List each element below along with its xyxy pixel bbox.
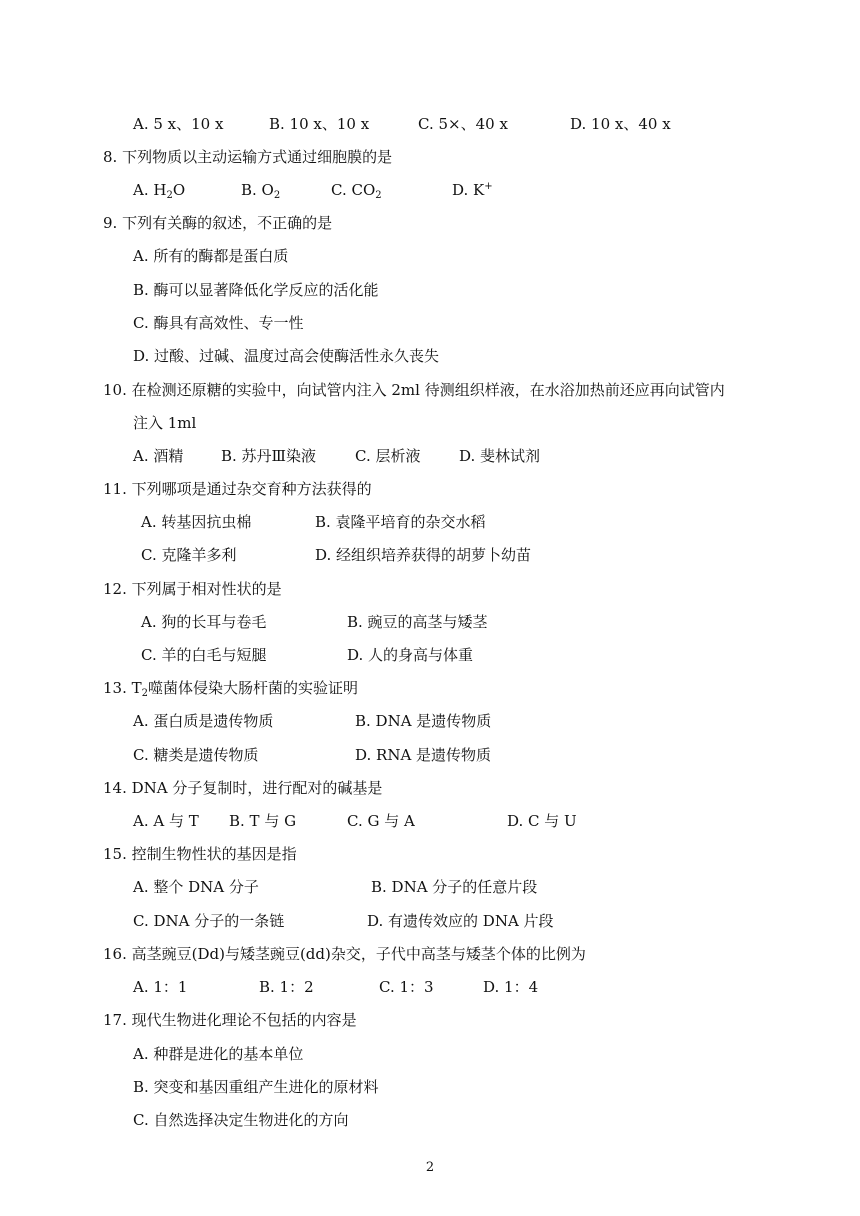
option-b: B. 苏丹Ⅲ染液 [221,447,317,465]
option-d: D. 人的身高与体重 [347,646,474,664]
option-d: D. 经组织培养获得的胡萝卜幼苗 [315,546,532,564]
option-b: B. 1：2 [259,978,314,996]
option-c: C. 5×、40 x [418,115,508,133]
question-stem: 13. $T_2$噬菌体侵染大肠杆菌的实验证明 [103,679,359,699]
question-stem: 16. 高茎豌豆(Dd)与矮茎豌豆(dd)杂交，子代中高茎与矮茎个体的比例为 [103,945,586,963]
option-a: A. 所有的酶都是蛋白质 [133,247,289,265]
option-b: B. 突变和基因重组产生进化的原材料 [133,1078,379,1096]
option-d: D. K+ [452,181,493,199]
option-a: A. $H_2O$ [133,181,186,201]
option-a: A. 转基因抗虫棉 [141,513,252,531]
option-c: C. 克隆羊多利 [141,546,237,564]
question-stem: 9. 下列有关酶的叙述，不正确的是 [103,214,333,232]
option-b: B. 酶可以显著降低化学反应的活化能 [133,281,379,299]
option-d: D. 斐林试剂 [459,447,541,465]
option-c: C. 1：3 [379,978,434,996]
option-c: C. $CO_2$ [331,181,382,201]
option-d: D. RNA 是遗传物质 [355,746,492,764]
option-b: B. T 与 G [229,812,297,830]
question-stem: 12. 下列属于相对性状的是 [103,580,282,598]
question-stem: 14. DNA 分子复制时，进行配对的碱基是 [103,779,383,797]
option-a: A. 1：1 [133,978,188,996]
option-a: A. 种群是进化的基本单位 [133,1045,304,1063]
question-stem: 8. 下列物质以主动运输方式通过细胞膜的是 [103,148,393,166]
option-c: C. 糖类是遗传物质 [133,746,259,764]
option-b: B. 10 x、10 x [269,115,370,133]
option-d: D. 过酸、过碱、温度过高会使酶活性永久丧失 [133,347,440,365]
option-b: B. $O_2$ [241,181,281,201]
option-c: C. 自然选择决定生物进化的方向 [133,1111,349,1129]
option-a: A. 5 x、10 x [133,115,224,133]
option-c: C. 羊的白毛与短腿 [141,646,267,664]
option-c: C. G 与 A [347,812,415,830]
option-b: B. 袁隆平培育的杂交水稻 [315,513,486,531]
option-b: B. DNA 分子的任意片段 [371,878,538,896]
question-stem: 15. 控制生物性状的基因是指 [103,845,297,863]
question-stem: 17. 现代生物进化理论不包括的内容是 [103,1011,357,1029]
page-number: 2 [425,1160,435,1175]
option-a: A. 酒精 [133,447,184,465]
option-a: A. 蛋白质是遗传物质 [133,712,274,730]
option-b: B. 豌豆的高茎与矮茎 [347,613,488,631]
question-stem: 11. 下列哪项是通过杂交育种方法获得的 [103,480,372,498]
option-c: C. 层析液 [355,447,421,465]
option-a: A. 整个 DNA 分子 [133,878,259,896]
option-d: D. 10 x、40 x [570,115,671,133]
option-a: A. 狗的长耳与卷毛 [141,613,267,631]
option-c: C. DNA 分子的一条链 [133,912,285,930]
question-stem: 10. 在检测还原糖的实验中，向试管内注入 2ml 待测组织样液，在水浴加热前还应再向试管内 [103,381,725,399]
option-d: D. 1：4 [483,978,539,996]
option-d: D. C 与 U [507,812,577,830]
question-stem-continued: 注入 1ml [133,414,197,432]
option-a: A. A 与 T [133,812,199,830]
option-d: D. 有遗传效应的 DNA 片段 [367,912,554,930]
option-b: B. DNA 是遗传物质 [355,712,492,730]
option-c: C. 酶具有高效性、专一性 [133,314,304,332]
